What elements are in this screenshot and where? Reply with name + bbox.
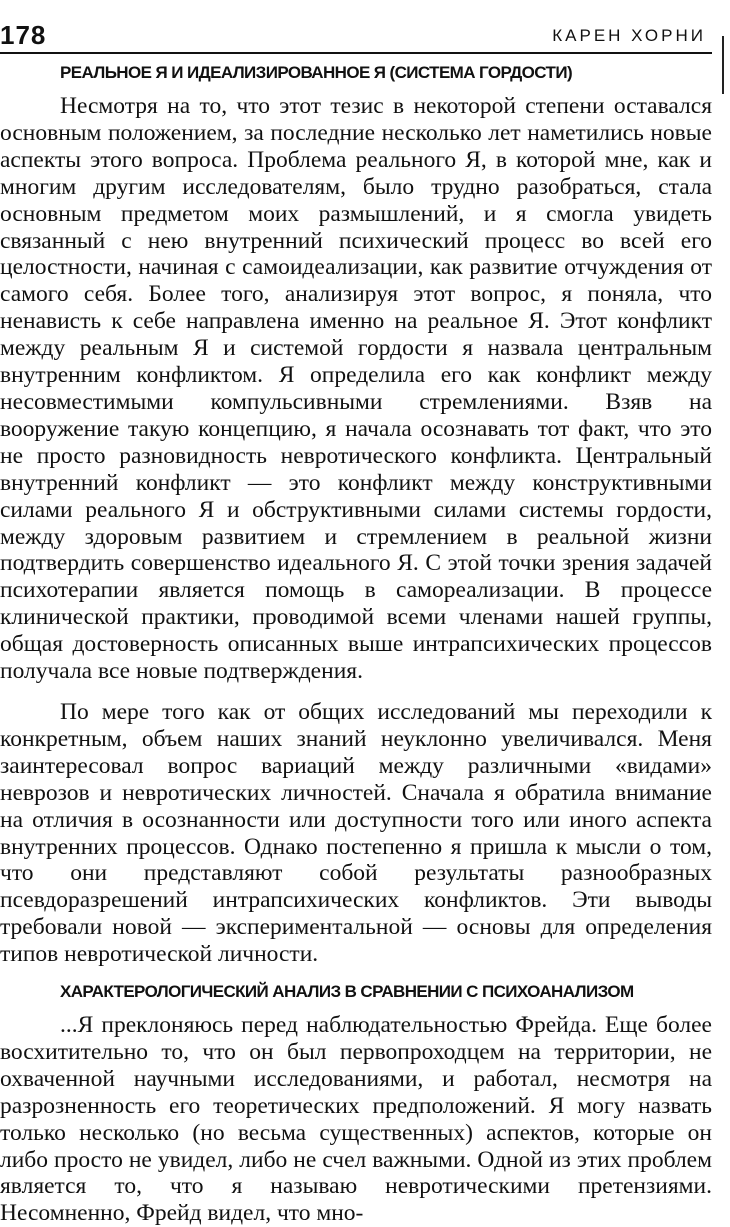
margin-mark — [722, 36, 724, 94]
page-number: 178 — [0, 20, 47, 50]
section-heading: РЕАЛЬНОЕ Я И ИДЕАЛИЗИРОВАННОЕ Я (СИСТЕМА ГОРДОСТИ) — [60, 63, 572, 82]
paragraph: По мере того как от общих исследований мы переходили к конкретным, объем наших знаний неуклонно увеличивался. Меня заинтересовал вопрос вариаций между различными «видами» неврозов и невротических личностей. Сначала я обратила внимание на отличия в осознанности или доступности того или иного аспекта внутренних процессов. Однако постепенно я пришла к мысли о том, что они представляют собой результаты разнообразных псевдоразрешений интрапсихических конфликтов. Эти выводы требовали новой — экспериментальной — основы для определения типов невротической личности. — [0, 699, 712, 968]
running-head — [0, 20, 712, 54]
section-heading: ХАРАКТЕРОЛОГИЧЕСКИЙ АНАЛИЗ В СРАВНЕНИИ С ПСИХОАНАЛИЗОМ — [60, 982, 634, 1001]
paragraph: ...Я преклоняюсь перед наблюдательностью Фрейда. Еще более восхитительно то, что он был первопроходцем на территории, не охваченной научными исследованиями, и работал, несмотря на разрозненность его теоретических предположений. Я могу назвать только несколько (но весьма существенных) аспектов, которые он либо просто не увидел, либо не счел важными. Одной из этих проблем является то, что я называю невротическими претензиями. Несомненно, Фрейд видел, что мно- — [0, 1012, 712, 1227]
paragraph: Несмотря на то, что этот тезис в некоторой степени оставался основным положением, за последние несколько лет наметились новые аспекты этого вопроса. Проблема реального Я, в которой мне, как и многим другим исследователям, было трудно разобраться, стала основным предметом моих размышлений, и я смогла увидеть связанный с нею внутренний психический процесс во всей его целостности, начиная с самоидеализации, как развитие отчуждения от самого себя. Более того, анализируя этот вопрос, я поняла, что ненависть к себе направлена именно на реальное Я. Этот конфликт между реальным Я и системой гордости я назвала центральным внутренним конфликтом. Я определила его как конфликт между несовместимыми компульсивными стремлениями. Взяв на вооружение такую концепцию, я начала осознавать тот факт, что это не просто разновидность невротического конфликта. Центральный внутренний конфликт — это конфликт между конструктивными силами реального Я и обструктивными силами системы гордости, между здоровым развитием и стремлением в реальной жизни подтвердить совершенство идеального Я. С этой точки зрения задачей психотерапии является помощь в самореализации. В процессе клинической практики, проводимой всеми членами нашей группы, общая достоверность описанных выше интрапсихических процессов получала все новые подтверждения. — [0, 93, 712, 685]
running-head-author: КАРЕН ХОРНИ — [552, 26, 706, 45]
